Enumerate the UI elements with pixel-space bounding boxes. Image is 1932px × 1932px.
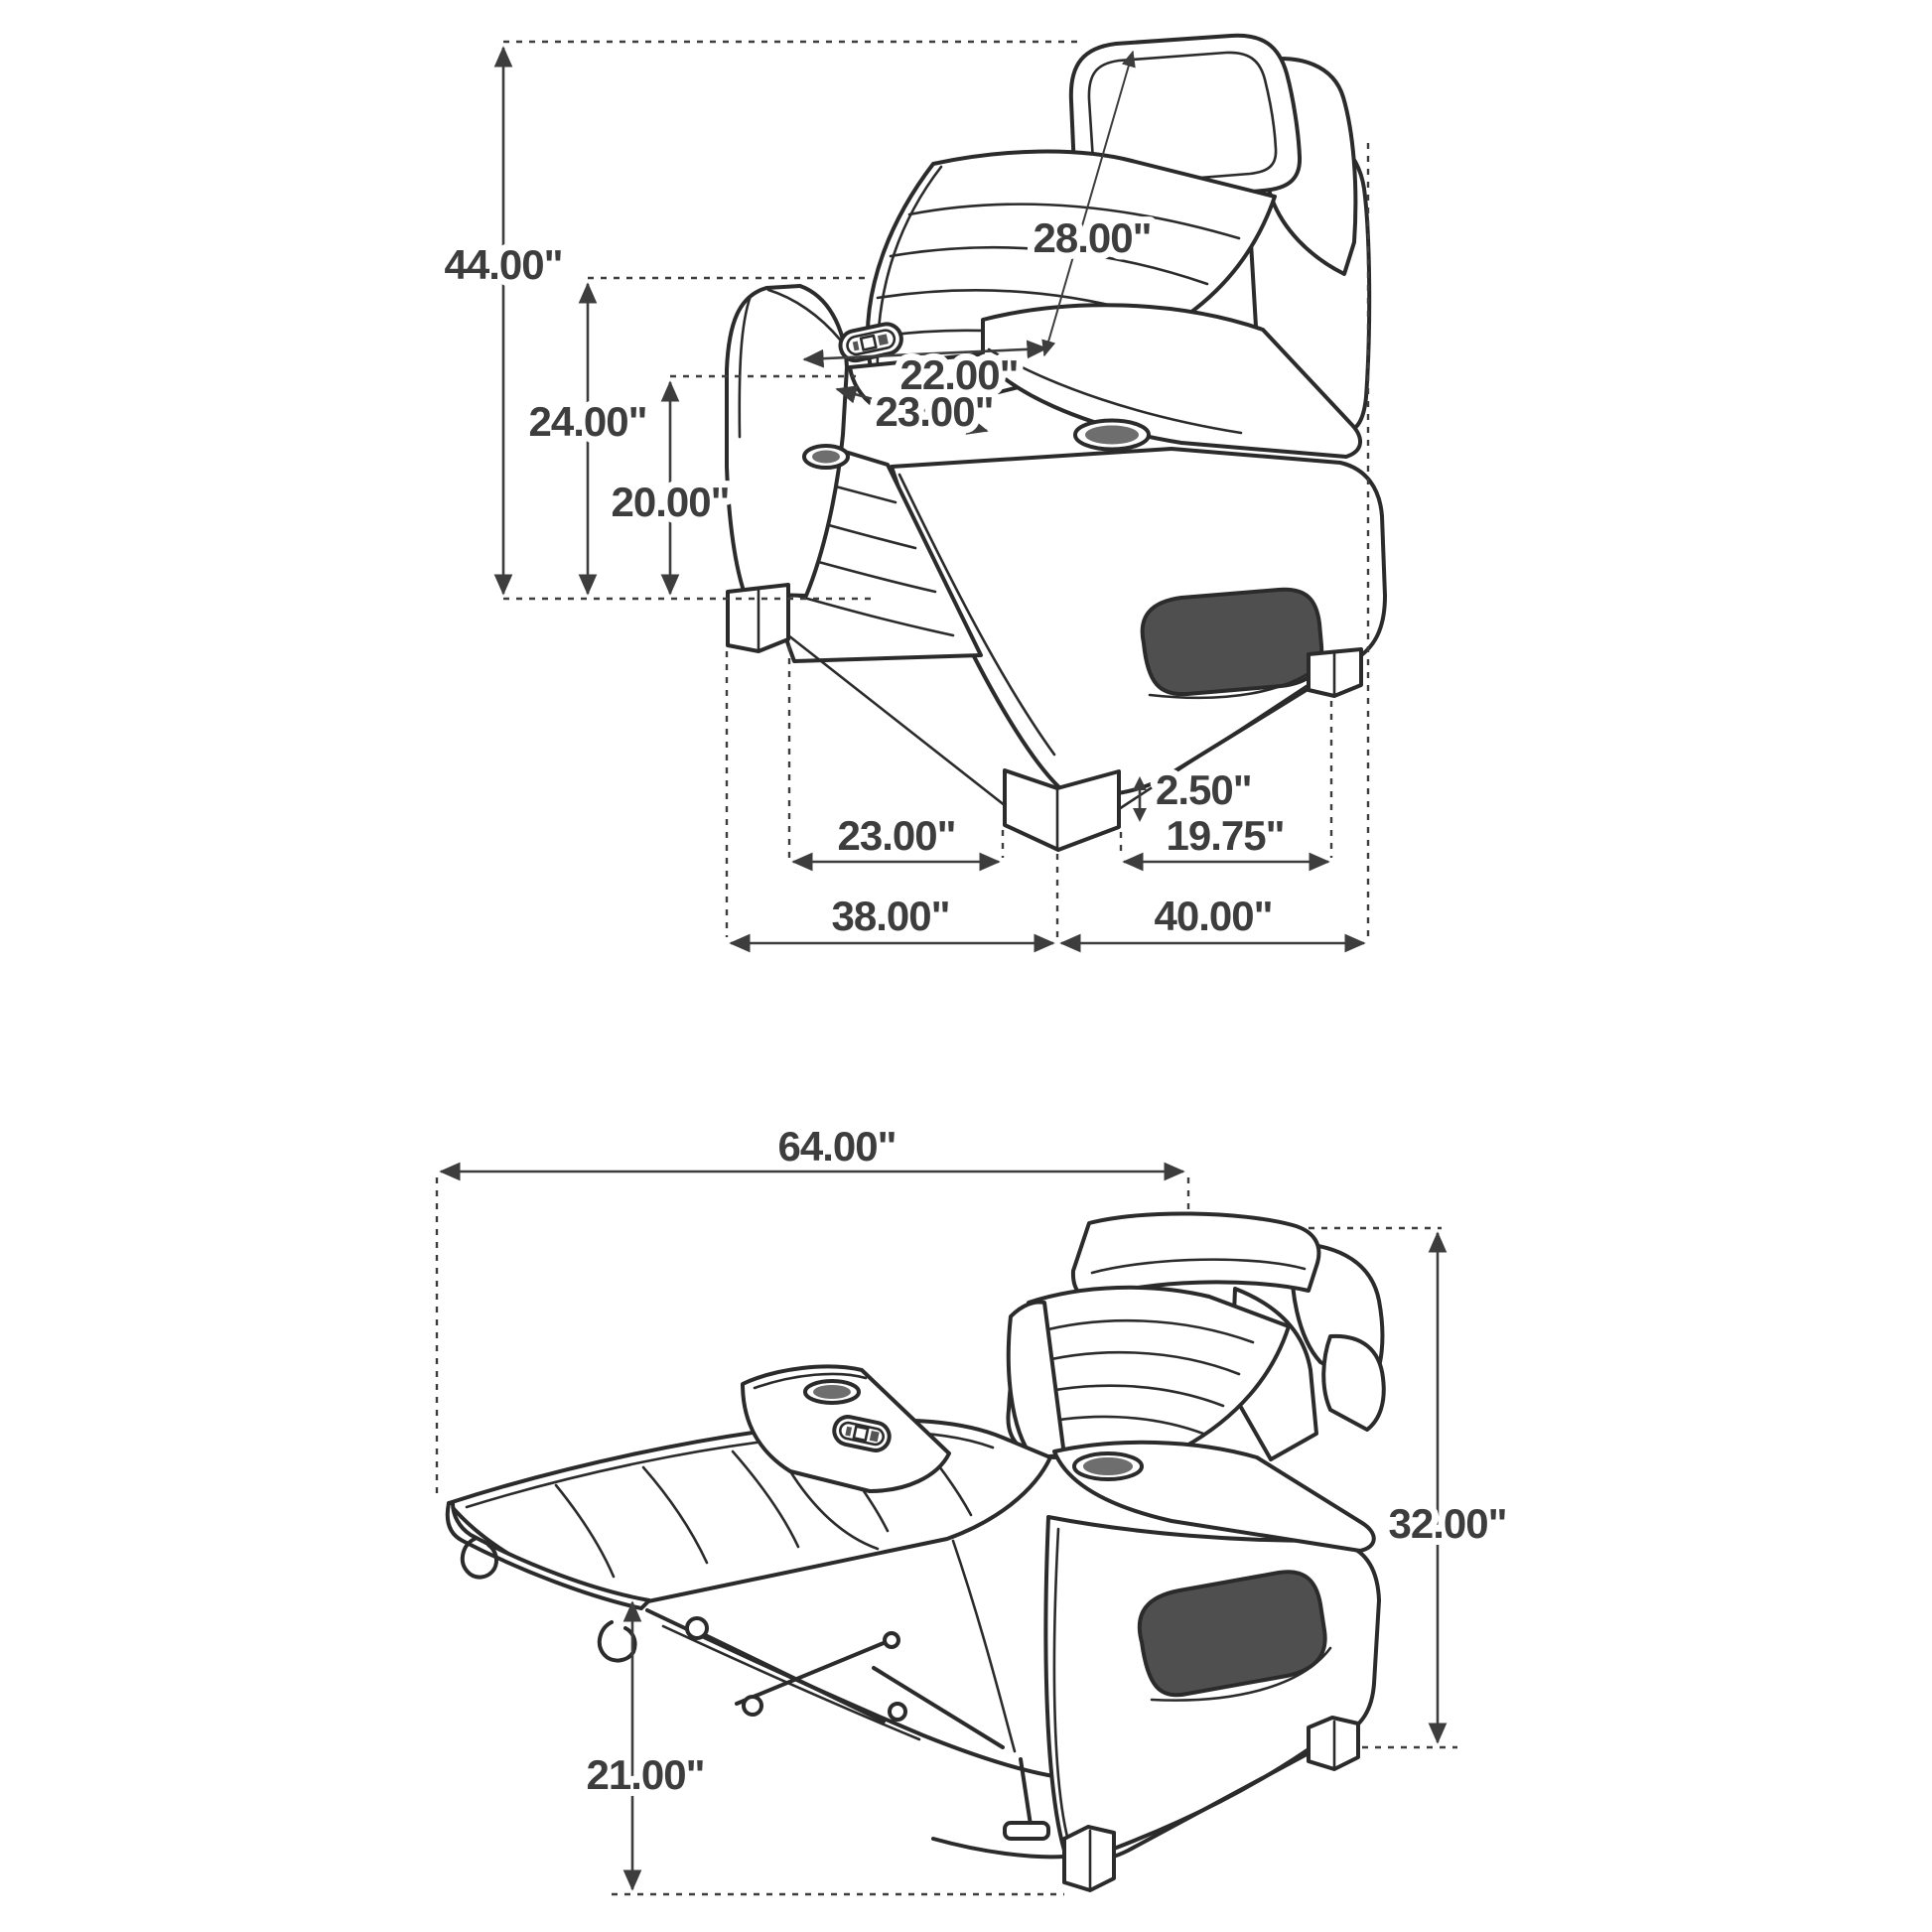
dim-overall-height-label: 44.00" [444,241,563,288]
dim-overall-width-label: 38.00" [831,893,950,939]
dim-back-length-label: 28.00" [1033,214,1152,261]
cup-holder-near-recess [813,1385,851,1399]
dim-seat-depth-label: 23.00" [875,388,994,435]
dim-overall-depth-label: 40.00" [1154,893,1273,939]
dim-overall-depth [1061,893,1364,943]
dim-reclined-height [1388,1233,1506,1742]
seat-side-edge [953,1541,1015,1751]
side-panel-accent [1143,590,1322,694]
cup-holder-right-recess [1085,426,1139,445]
dim-overall-height [444,48,562,594]
mechanism-rail [647,1610,1078,1779]
mechanism-foot [1005,1823,1048,1839]
dim-arm-height-label: 24.00" [528,398,647,445]
dim-footrest-height-label: 21.00" [586,1751,705,1798]
mechanism-pivot [687,1618,707,1638]
dim-seat-width-label: 22.00" [899,351,1019,398]
dim-reclined-height-label: 32.00" [1388,1500,1507,1547]
base-bottom-edge-a [933,1839,1064,1857]
dim-side-leg-span [1124,812,1328,862]
upright-chair-view [444,36,1385,943]
dim-seat-height-label: 20.00" [611,479,730,525]
cup-holder-left-recess [812,451,840,464]
dim-overall-width [731,893,1053,943]
dim-overall-length [441,1123,1183,1172]
dim-leg-height-label: 2.50" [1156,766,1252,813]
dim-side-leg-span-label: 19.75" [1166,812,1285,859]
base-bottom-edge-front [788,635,1006,806]
cup-holder-far-recess [1083,1457,1133,1475]
headrest-reclined [1073,1213,1319,1298]
mechanism-pivot [890,1704,905,1720]
mechanism-pivot [744,1697,761,1715]
dim-overall-length-label: 64.00" [777,1123,897,1170]
reclined-chair-view [437,1123,1507,1894]
dim-arm-height [528,284,646,594]
mechanism-link [695,1630,884,1722]
dim-front-leg-span-label: 23.00" [837,812,956,859]
dim-seat-depth [837,388,994,435]
mechanism-pivot [885,1633,898,1647]
dim-footrest-height [586,1602,704,1889]
dim-front-leg-span [793,812,999,862]
mechanism-hook [600,1622,635,1661]
upright-chair-art [727,36,1385,850]
